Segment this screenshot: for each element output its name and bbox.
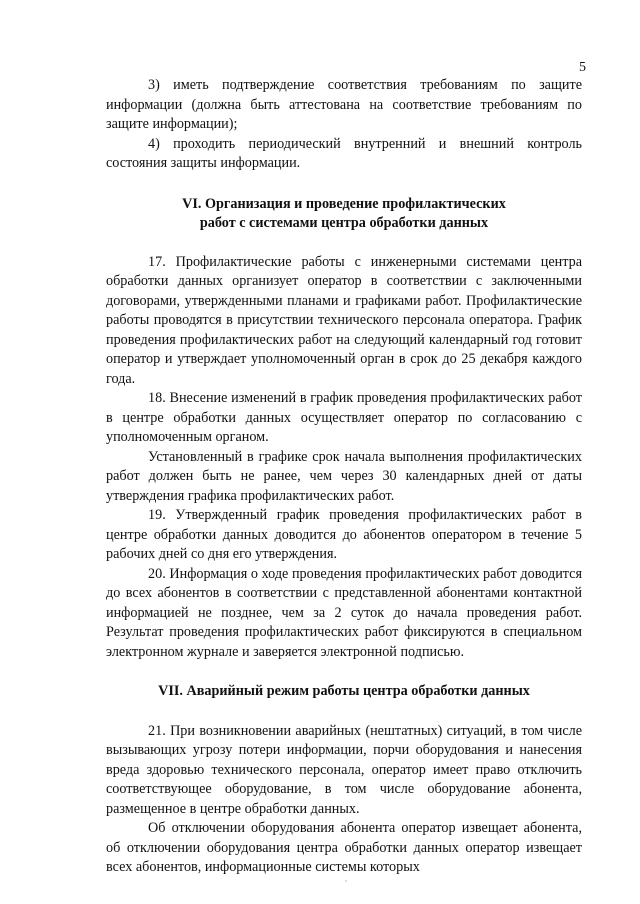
paragraph-17: 17. Профилактические работы с инженерными системами центра обработки данных организует оператор в соответствии с заключенными договорами, утвержденными планами и графиками работ. Профилактические работы проводятся в присутствии технического персонала оператора. График проведения профилактических работ на следующий календарный год готовит оператор и утверждает уполномоченный орган в срок до 25 декабря каждого года.: [106, 253, 582, 387]
page-number: 5: [579, 60, 586, 75]
paragraph-18-schedule: Установленный в графике срок начала выполнения профилактических работ должен быть не ранее, чем через 30 календарных дней от даты утверждения графика профилактических работ.: [106, 448, 582, 504]
scan-speck: [345, 880, 347, 882]
paragraph-20: 20. Информация о ходе проведения профилактических работ доводится до всех абонентов в соответствии с представленной абонентами контактной информацией не позднее, чем за 2 суток до начала проведения работ. Результат проведения профилактических работ фиксируются в специальном электронном журнале и заверяется электронной подписью.: [106, 565, 582, 660]
paragraph-21-notification: Об отключении оборудования абонента оператор извещает абонента, об отключении оборудования центра обработки данных оператор извещает всех абонентов, информационные системы которых: [106, 820, 582, 875]
paragraph-18: 18. Внесение изменений в график проведения профилактических работ в центре обработки данных осуществляет оператор по согласованию с уполномоченным органом.: [106, 390, 582, 445]
paragraph-item-4: 4) проходить периодический внутренний и внешний контроль состояния защиты информации.: [106, 135, 582, 171]
section-6-heading-line2: работ с системами центра обработки данных: [199, 214, 489, 231]
section-6-heading: [106, 195, 582, 233]
paragraph-21: 21. При возникновении аварийных (нештатных) ситуаций, в том числе вызывающих угрозу потери информации, порчи оборудования и нанесения вреда здоровью технического персонала, оператор имеет право отключить соответствующее оборудование, в том числе оборудование абонента, размещенное в центре обработки данных.: [106, 722, 582, 817]
document-body: [106, 76, 582, 878]
section-6-heading-line1: VI. Организация и проведение профилактических: [182, 195, 506, 212]
paragraph-item-3: 3) иметь подтверждение соответствия требованиям по защите информации (должна быть аттестована на соответствие требованиям по защите информации);: [106, 77, 582, 132]
section-7-heading: VII. Аварийный режим работы центра обработки данных: [158, 683, 530, 699]
paragraph-19: 19. Утвержденный график проведения профилактических работ в центре обработки данных доводится до абонентов оператором в течение 5 рабочих дней со дня его утверждения.: [106, 507, 582, 562]
